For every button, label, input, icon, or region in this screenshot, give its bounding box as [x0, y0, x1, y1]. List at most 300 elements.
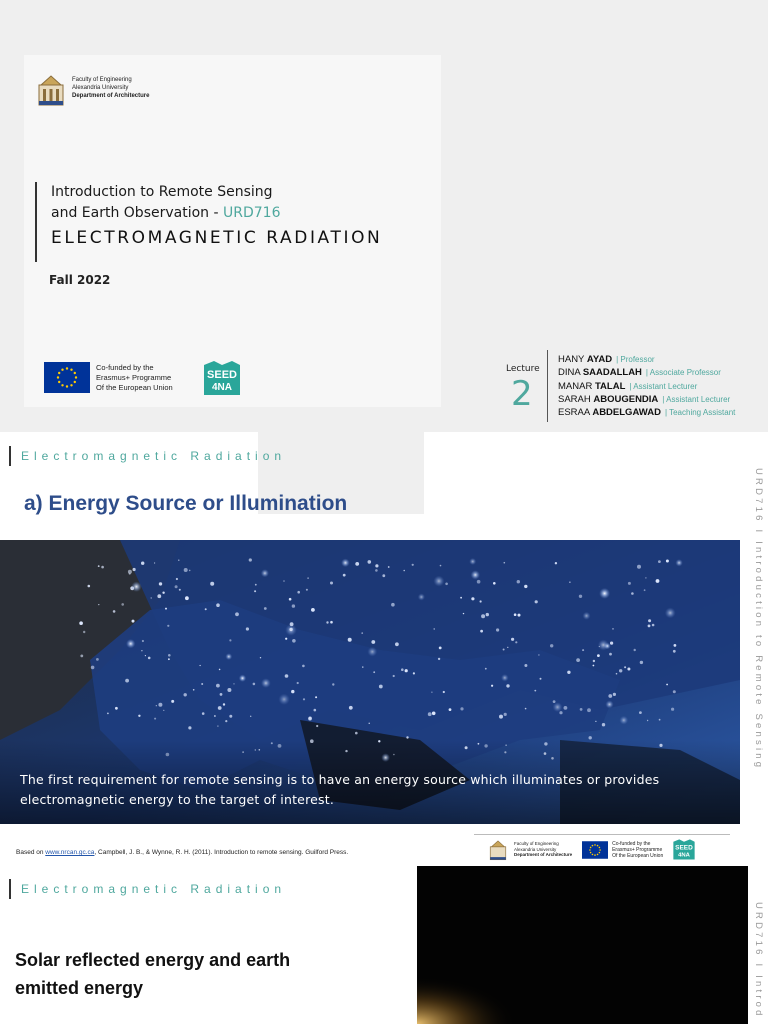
city-light [485, 668, 487, 670]
course-title-line2 [51, 203, 425, 224]
city-light [157, 594, 161, 598]
city-light [628, 582, 631, 585]
city-light [434, 628, 435, 629]
city-light [405, 669, 408, 672]
city-light [308, 717, 312, 721]
city-light [133, 568, 136, 571]
eu-flag-icon [44, 362, 90, 393]
footer-seed-line2: 4NA [678, 852, 691, 858]
city-light [569, 582, 570, 583]
city-light [315, 696, 317, 698]
city-light [538, 654, 539, 655]
city-light [639, 711, 642, 714]
source-link[interactable]: www.nrcan.gc.ca [45, 849, 95, 856]
city-light [517, 580, 520, 583]
city-light [292, 604, 295, 607]
city-light [178, 560, 179, 561]
staff-role: | Assistant Lecturer [629, 381, 698, 391]
city-light [480, 630, 483, 633]
seed-logo-line1: SEED [207, 369, 237, 381]
city-light [371, 640, 375, 644]
city-light [80, 655, 83, 658]
city-light [382, 574, 385, 577]
seed-logo-line2: 4NA [211, 382, 233, 393]
city-light [524, 664, 527, 667]
city-light [605, 700, 613, 708]
city-light [154, 718, 156, 720]
city-light [612, 628, 614, 630]
city-light [599, 646, 600, 647]
footer-eu-line3: Of the European Union [612, 852, 664, 859]
eu-star-icon [592, 853, 594, 855]
city-light [433, 576, 444, 587]
city-light [159, 582, 162, 585]
city-light [98, 604, 99, 605]
footer-eu-line1: Co-funded by the [612, 840, 651, 847]
eu-star-icon [594, 854, 596, 856]
eu-star-icon [61, 384, 63, 386]
city-light [278, 694, 289, 705]
city-light [559, 711, 562, 714]
city-light [496, 628, 499, 631]
city-light [514, 613, 517, 616]
city-light [648, 619, 651, 622]
solar-energy-slide [0, 864, 768, 1024]
city-light [673, 650, 676, 653]
city-light [229, 639, 231, 641]
city-light [553, 702, 563, 712]
city-light [388, 566, 390, 568]
city-light [291, 690, 294, 693]
eu-star-icon [58, 372, 60, 374]
staff-last-name: ABDELGAWAD [592, 407, 661, 419]
eu-star-icon [599, 851, 601, 853]
faculty-name: Faculty of Engineering [72, 77, 132, 83]
slide-heading: a) Energy Source or Illumination [24, 492, 348, 515]
city-light [583, 612, 591, 620]
eu-star-icon [70, 384, 72, 386]
lecture-divider [547, 350, 548, 422]
city-light [101, 566, 104, 569]
vertical-course-text: URD716 I Introd [753, 902, 764, 1019]
city-light [225, 720, 227, 722]
city-light [185, 596, 189, 600]
footer-department: Department of Architecture [514, 852, 573, 858]
city-light [640, 661, 643, 664]
city-light [121, 603, 124, 606]
city-light [499, 715, 503, 719]
solar-image [417, 866, 748, 1024]
footer-university-logo-icon [488, 839, 508, 861]
city-light [631, 592, 634, 595]
city-light [652, 624, 655, 627]
city-light [220, 693, 223, 696]
footer-seed4na-logo-icon [671, 838, 697, 862]
eu-star-icon [597, 853, 599, 855]
city-light [239, 675, 246, 682]
city-light [587, 708, 591, 712]
course-title-block [35, 182, 425, 262]
city-light [168, 658, 170, 660]
city-light [343, 574, 346, 577]
city-light [432, 712, 436, 716]
city-light [491, 685, 493, 687]
city-light [362, 666, 363, 667]
city-light [593, 665, 595, 667]
city-light [289, 628, 292, 631]
eu-star-icon [589, 849, 591, 851]
map-caption: The first requirement for remote sensing is to have an energy source which illuminates or provides electromagnetic energy to the target of interest. [20, 772, 660, 807]
city-light [403, 570, 405, 572]
city-light [253, 683, 256, 686]
footer-logos [474, 834, 730, 864]
city-light [666, 684, 668, 686]
city-light [184, 693, 187, 696]
staff-first-name: DINA [558, 367, 583, 379]
city-light [665, 608, 676, 619]
city-light [225, 653, 232, 660]
city-light [504, 562, 506, 564]
city-light [355, 562, 359, 566]
term-label: Fall 2022 [49, 273, 111, 287]
city-light [285, 638, 287, 640]
city-light [564, 706, 568, 710]
city-light [297, 682, 299, 684]
staff-last-name: AYAD [586, 354, 613, 365]
staff-row [558, 353, 735, 366]
city-light [511, 638, 514, 641]
city-light [395, 642, 399, 646]
city-light [460, 707, 463, 710]
city-light [292, 639, 296, 643]
city-light [506, 684, 509, 687]
city-light [341, 559, 350, 568]
city-light [171, 700, 174, 703]
city-light [647, 720, 648, 721]
city-light [443, 691, 445, 693]
department-name: Department of Architecture [72, 93, 150, 99]
city-light [438, 658, 440, 660]
eu-star-icon [594, 844, 596, 846]
city-light [246, 627, 249, 630]
city-light [175, 585, 178, 588]
staff-role: | Assistant Lecturer [662, 394, 731, 404]
city-light [373, 671, 375, 673]
eu-star-icon [590, 846, 592, 848]
city-light [634, 649, 636, 651]
city-light [156, 705, 157, 706]
university-text [72, 76, 149, 100]
city-light [619, 716, 628, 725]
city-light [302, 665, 305, 668]
city-light [608, 694, 612, 698]
city-light [125, 679, 129, 683]
city-light [553, 700, 556, 703]
city-light [145, 655, 146, 656]
section-label: Electromagnetic Radiation [9, 446, 286, 466]
city-light [264, 607, 267, 610]
city-light [637, 565, 641, 569]
city-light [167, 625, 169, 627]
city-light [576, 658, 580, 662]
city-light [316, 725, 318, 727]
city-light [379, 685, 383, 689]
city-light [613, 693, 616, 696]
city-light [550, 644, 553, 647]
city-light [671, 708, 674, 711]
city-light [602, 723, 605, 726]
city-light [486, 613, 489, 616]
energy-source-slide [0, 432, 768, 864]
city-light [619, 669, 622, 672]
city-light [217, 725, 218, 726]
city-light [200, 665, 201, 666]
eu-star-icon [74, 372, 76, 374]
city-light [219, 669, 221, 671]
city-light [413, 672, 415, 674]
eu-funding [44, 362, 173, 393]
city-light [463, 613, 464, 614]
city-light [348, 638, 352, 642]
eu-star-icon [66, 385, 68, 387]
staff-first-name: SARAH [558, 393, 594, 405]
city-light [201, 683, 203, 685]
city-light [609, 653, 612, 656]
city-light [666, 560, 669, 563]
city-light [431, 692, 432, 693]
city-light [151, 597, 152, 598]
city-light [375, 564, 378, 567]
university-name: Alexandria University [72, 85, 129, 91]
city-light [367, 647, 377, 657]
city-light [589, 736, 592, 739]
city-light [223, 703, 225, 705]
city-light [210, 582, 214, 586]
staff-first-name: HANY [558, 354, 587, 365]
eu-star-icon [57, 376, 59, 378]
city-light [644, 589, 646, 591]
city-light [624, 666, 626, 668]
eu-star-icon [66, 367, 68, 369]
city-light [142, 640, 144, 642]
city-light [593, 660, 595, 662]
footer-eu-line2: Erasmus+ Programme [612, 846, 663, 853]
city-light [428, 712, 432, 716]
eu-star-icon [61, 369, 63, 371]
city-light [214, 715, 216, 717]
city-light [610, 642, 613, 645]
eu-star-icon [75, 376, 77, 378]
course-title-prefix: and Earth Observation - [51, 205, 223, 221]
city-light [503, 649, 505, 651]
city-light [534, 690, 536, 692]
staff-role: | Associate Professor [645, 368, 721, 378]
city-light [368, 560, 372, 564]
title-card [24, 55, 441, 407]
city-light [290, 622, 294, 626]
city-light [158, 703, 162, 707]
eu-star-icon [590, 851, 592, 853]
city-light [79, 621, 83, 625]
city-light [518, 614, 521, 617]
city-light [524, 585, 527, 588]
city-light [216, 684, 220, 688]
city-light [83, 631, 85, 633]
city-light [656, 579, 660, 583]
city-light [673, 690, 676, 693]
eu-star-icon [597, 844, 599, 846]
staff-role: | Professor [616, 355, 655, 364]
solar-glow-drawing [417, 866, 748, 1024]
city-light [412, 564, 414, 566]
city-light [314, 709, 317, 712]
eu-funding-text [96, 363, 173, 393]
city-light [250, 716, 251, 717]
city-light [675, 559, 682, 566]
course-title-line1: Introduction to Remote Sensing [51, 184, 273, 200]
footer-faculty: Faculty of Engineering [514, 841, 559, 847]
city-light [480, 600, 482, 602]
eu-text-line3: Of the European Union [96, 382, 173, 392]
staff-role: | Teaching Assistant [664, 408, 736, 418]
city-light [218, 706, 222, 710]
staff-row [558, 366, 735, 379]
city-light [229, 715, 232, 718]
city-light [567, 671, 570, 674]
city-light [598, 640, 609, 651]
city-light [418, 593, 425, 600]
staff-first-name: ESRAA [558, 407, 593, 419]
city-light [406, 736, 408, 738]
city-light [289, 598, 292, 601]
city-light [471, 570, 480, 579]
city-light [391, 603, 395, 607]
city-light [168, 654, 171, 657]
city-light [595, 721, 596, 722]
slide-heading: Solar reflected energy and earth emitted energy [15, 950, 291, 998]
eu-star-icon [58, 381, 60, 383]
course-code: URD716 [223, 205, 281, 221]
city-light [138, 715, 140, 717]
city-light [440, 565, 442, 567]
city-light [580, 708, 583, 711]
city-light [648, 625, 651, 628]
university-logo-icon [38, 73, 64, 107]
city-light [163, 710, 164, 711]
city-light [88, 585, 91, 588]
city-light [507, 647, 508, 648]
city-light [115, 707, 118, 710]
city-light [659, 719, 661, 721]
city-light [355, 732, 358, 735]
university-header [38, 73, 149, 107]
section-label: Electromagnetic Radiation [9, 879, 286, 899]
city-light [361, 632, 363, 634]
staff-row [558, 406, 735, 419]
city-light [330, 582, 333, 585]
city-light [261, 569, 269, 577]
source-rest: , Campbell, J. B., & Wynne, R. H. (2011). Introduction to remote sensing. Guilford Press. [94, 849, 349, 856]
seed4na-logo-icon [200, 359, 244, 399]
city-light [469, 558, 476, 565]
city-light [449, 708, 452, 711]
city-light [627, 668, 630, 671]
city-light [471, 597, 474, 600]
staff-row [558, 380, 735, 393]
city-light [179, 589, 181, 591]
city-light [128, 570, 132, 574]
source-citation [16, 849, 348, 856]
city-light [616, 673, 618, 675]
vertical-course-label [750, 902, 764, 1022]
city-light [98, 565, 100, 567]
city-light [193, 689, 195, 691]
city-light [599, 588, 610, 599]
city-light [658, 560, 661, 563]
city-light [283, 580, 285, 582]
city-light [285, 674, 289, 678]
city-light [306, 589, 308, 591]
staff-last-name: SAADALLAH [582, 367, 642, 379]
city-light [674, 644, 677, 647]
city-light [504, 713, 507, 716]
city-light [540, 678, 542, 680]
city-light [481, 614, 485, 618]
city-light [227, 688, 231, 692]
city-light [216, 603, 220, 607]
vertical-course-label [750, 468, 764, 771]
footer-university: Alexandria University [514, 846, 557, 852]
city-light [349, 706, 353, 710]
staff-first-name: MANAR [558, 380, 595, 392]
city-light [91, 666, 95, 670]
staff-last-name: ABOUGENDIA [593, 393, 659, 405]
city-light [165, 608, 167, 610]
city-light [303, 698, 305, 700]
city-light [645, 577, 646, 578]
city-light [202, 712, 205, 715]
city-light [332, 683, 334, 685]
city-light [515, 641, 517, 643]
city-light [579, 595, 582, 598]
lecture-title: ELECTROMAGNETIC RADIATION [51, 228, 383, 248]
title-slide [0, 0, 768, 432]
city-light [141, 562, 144, 565]
city-light [254, 590, 256, 592]
footer-eu-text [612, 841, 663, 859]
staff-list [558, 353, 735, 419]
city-light [501, 674, 509, 682]
europe-night-lights-image [0, 540, 740, 824]
city-light [297, 591, 300, 594]
eu-star-icon [592, 844, 594, 846]
city-light [249, 558, 252, 561]
eu-star-icon [74, 381, 76, 383]
city-light [141, 650, 142, 651]
city-light [582, 649, 584, 651]
city-light [233, 683, 234, 684]
city-light [176, 578, 178, 580]
city-light [477, 580, 481, 584]
eu-star-icon [70, 369, 72, 371]
city-light [326, 621, 328, 623]
city-light [445, 583, 448, 586]
city-light [330, 621, 333, 624]
city-light [260, 657, 261, 658]
city-light [154, 562, 155, 563]
city-light [131, 582, 141, 592]
city-light [439, 647, 442, 650]
